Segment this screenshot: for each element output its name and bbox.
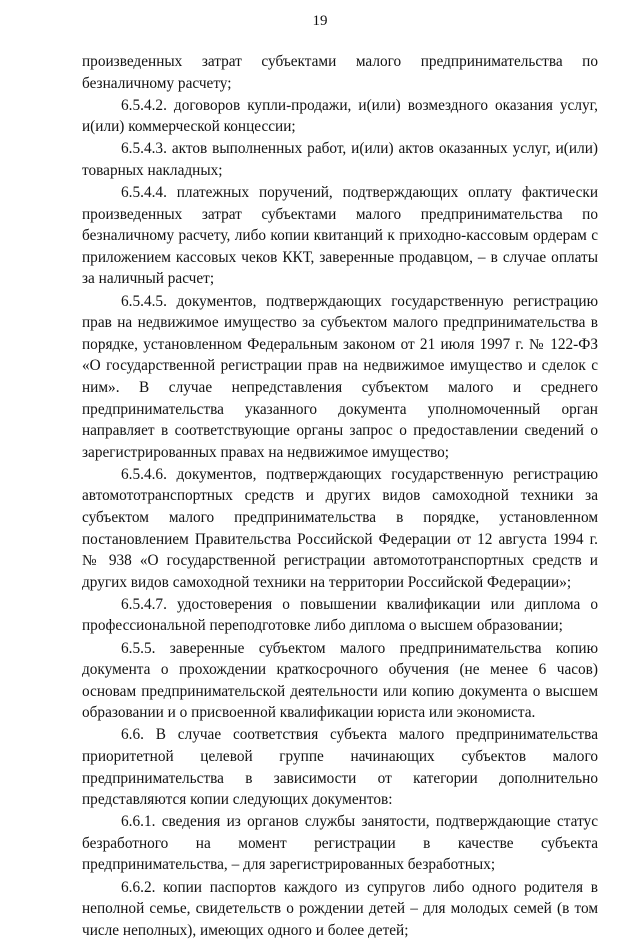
document-body <box>82 51 598 942</box>
paragraph: 6.5.4.7. удостоверения о повышении квалификации или диплома о профессиональной переподготовке либо диплома о высшем образовании; <box>82 595 598 635</box>
paragraph: 6.5.4.2. договоров купли-продажи, и(или) возмездного оказания услуг, и(или) коммерческой концессии; <box>82 96 598 136</box>
paragraph: 6.5.4.4. платежных поручений, подтверждающих оплату фактически произведенных затрат субъектами малого предпринимательства по безналичному расчету, либо копии квитанций к приходно-кассовым ордерам с приложением кассовых чеков ККТ, заверенные продавцом, – в случае оплаты за наличный расчет; <box>82 184 598 288</box>
page-number: 19 <box>312 13 328 29</box>
paragraph: 6.6.2. копии паспортов каждого из супругов либо одного родителя в неполной семье, свидетельств о рождении детей – для молодых семей (в том числе неполных), имеющих одного и более детей; <box>82 878 598 939</box>
paragraph: 6.6. В случае соответствия субъекта малого предпринимательства приоритетной целевой группе начинающих субъектов малого предпринимательства в зависимости от категории дополнительно представляются копии следующих документов: <box>82 726 598 809</box>
paragraph: 6.5.4.6. документов, подтверждающих государственную регистрацию автомототранспортных средств и других видов самоходной техники за субъектом малого предпринимательства в порядке, установленном постановлением Правительства Российской Федерации от 12 августа 1994 г. № 938 «О государственной регистрации автомототранспортных средств и других видов самоходной техники на территории Российской Федерации»; <box>82 465 598 591</box>
paragraph: 6.5.5. заверенные субъектом малого предпринимательства копию документа о прохождении краткосрочного обучения (не менее 6 часов) основам предпринимательской деятельности или копию документа о высшем образовании и о присвоенной квалификации юриста или экономиста. <box>82 639 598 722</box>
paragraph: произведенных затрат субъектами малого предпринимательства по безналичному расчету; <box>82 53 598 92</box>
paragraph: 6.5.4.5. документов, подтверждающих государственную регистрацию прав на недвижимое имущество за субъектом малого предпринимательства в порядке, установленном Федеральным законом от 21 июля 1997 г. № 122-ФЗ «О государственной регистрации прав на недвижимое имущество и сделок с ним». В случае непредставления субъектом малого и среднего предпринимательства указанного документа уполномоченный орган направляет в соответствующие органы запрос о предоставлении сведений о зарегистрированных правах на недвижимое имущество; <box>82 292 598 461</box>
paragraph: 6.6.1. сведения из органов службы занятости, подтверждающие статус безработного на момент регистрации в качестве субъекта предпринимательства, – для зарегистрированных безработных; <box>82 813 598 874</box>
paragraph: 6.5.4.3. актов выполненных работ, и(или) актов оказанных услуг, и(или) товарных накладных; <box>82 140 598 179</box>
